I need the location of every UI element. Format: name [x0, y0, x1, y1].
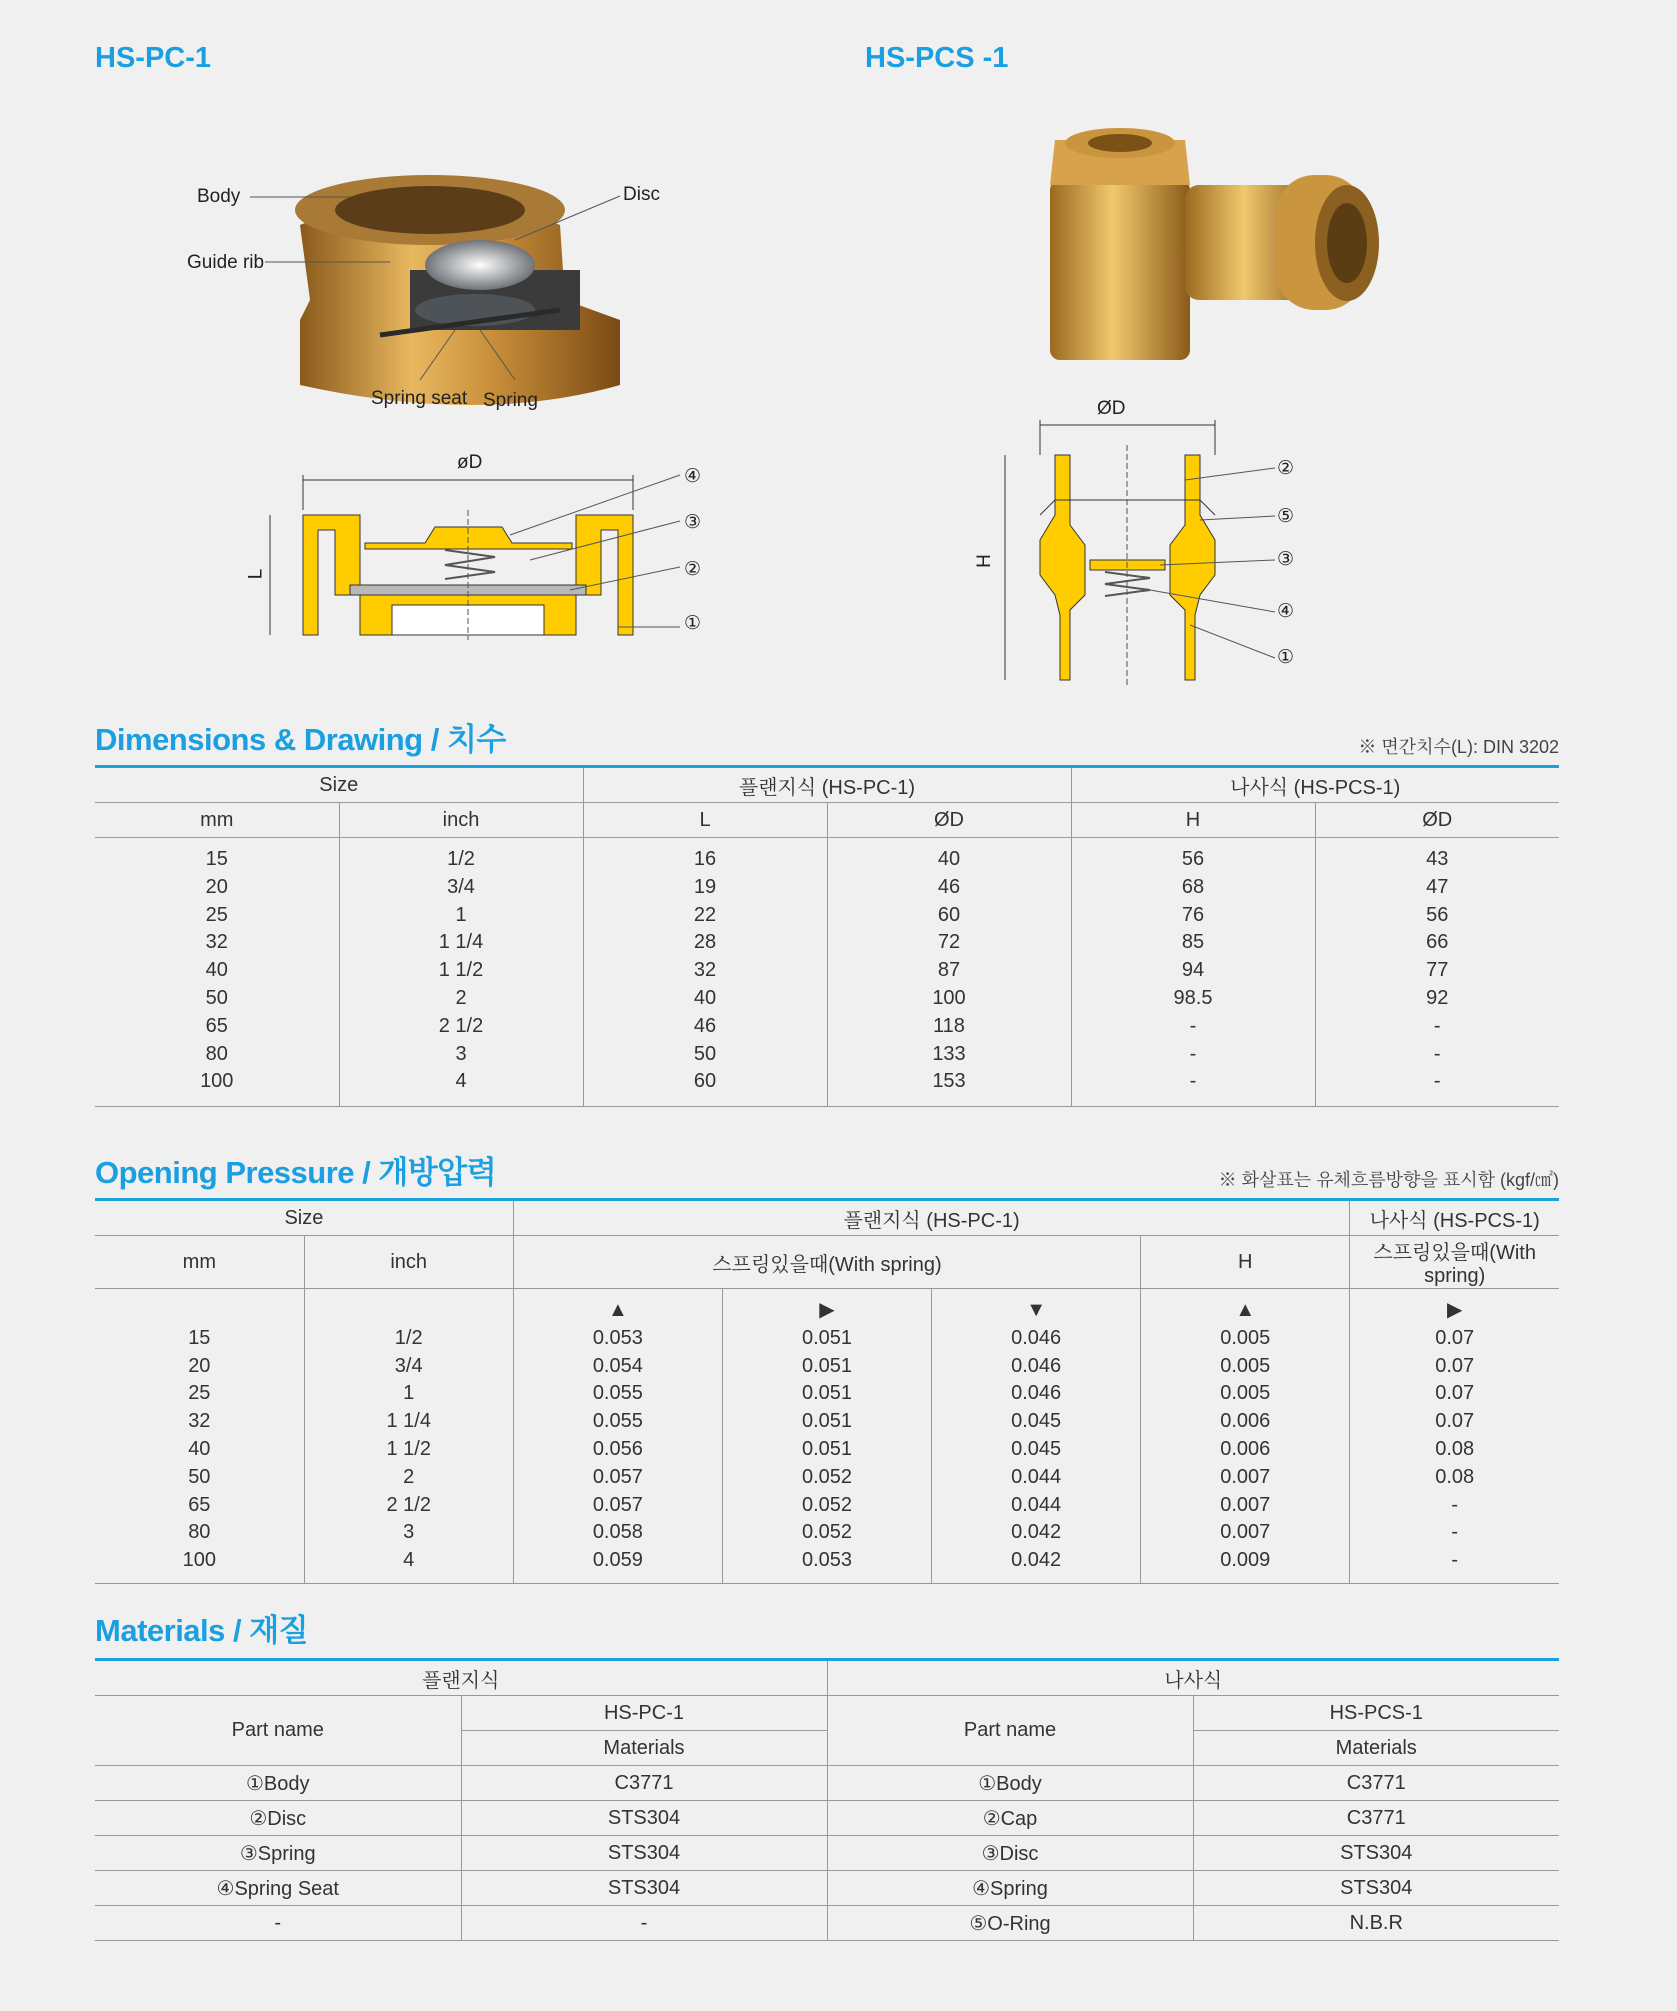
label-spring-seat: Spring seat [371, 388, 468, 409]
pc-section-drawing [240, 455, 720, 645]
dimensions-title: Dimensions & Drawing / 치수 [95, 722, 506, 757]
pcs-product-photo [1035, 125, 1405, 365]
pr-data-mm: 15 20 25 32 40 50 65 80 100 [182, 1326, 216, 1572]
mat-group-screw: 나사식 [827, 1660, 1559, 1696]
pc-length-label: L [245, 568, 267, 580]
pr-data-down: ▼ 0.046 0.046 0.046 0.045 0.045 0.044 0.044 0.042 0.042 [932, 1289, 1141, 1584]
pc-callout-3: ③ [684, 512, 702, 533]
pr-group-flange: 플랜지식 (HS-PC-1) [513, 1200, 1350, 1236]
dim-col-inch: inch [339, 803, 583, 838]
dim-col-od-screw: ØD [1315, 803, 1559, 838]
table-row: ③Spring STS304 ③Disc STS304 [95, 1836, 1559, 1871]
dim-data-l: 16 19 22 28 32 40 46 50 60 [583, 838, 827, 1107]
label-disc: Disc [623, 184, 660, 205]
mat-materials-right: Materials [1193, 1731, 1559, 1766]
mat-part-name-left: Part name [95, 1696, 461, 1766]
pr-data-screw: ▶ 0.07 0.07 0.07 0.07 0.08 0.08 - - - [1350, 1289, 1559, 1584]
pr-col-h: H [1141, 1236, 1350, 1289]
pr-col-inch: inch [304, 1236, 513, 1289]
dim-data-h: 56 68 76 85 94 98.5 - - - [1071, 838, 1315, 1107]
pc-callout-4: ④ [684, 466, 702, 487]
pcs-callout-3: ③ [1277, 549, 1295, 570]
pc-callout-2: ② [684, 559, 702, 580]
dim-data-inch: 1/2 3/4 1 1 1/4 1 1/2 2 2 1/2 3 4 [339, 838, 583, 1107]
mat-model-right: HS-PCS-1 [1193, 1696, 1559, 1731]
pcs-diameter-label: ØD [1097, 398, 1126, 419]
pr-data-up: ▲ 0.053 0.054 0.055 0.055 0.056 0.057 0.057 0.058 0.059 [513, 1289, 722, 1584]
dim-data-mm: 15 20 25 32 40 50 65 80 100 [200, 848, 234, 1093]
table-row: ①Body C3771 ①Body C3771 [95, 1766, 1559, 1801]
dim-group-screw: 나사식 (HS-PCS-1) [1071, 767, 1559, 803]
dim-group-flange: 플랜지식 (HS-PC-1) [583, 767, 1071, 803]
dim-group-size: Size [95, 767, 583, 803]
pr-data-inch: 1/2 3/4 1 1 1/4 1 1/2 2 2 1/2 3 4 [304, 1289, 513, 1584]
model-title-pc: HS-PC-1 [95, 42, 212, 74]
dim-col-h: H [1071, 803, 1315, 838]
pcs-callout-4: ④ [1277, 601, 1295, 622]
table-row: - - ⑤O-Ring N.B.R [95, 1906, 1559, 1941]
materials-title: Materials / 재질 [95, 1613, 309, 1648]
pressure-table [95, 1198, 1559, 1584]
model-title-pcs: HS-PCS -1 [865, 42, 1009, 74]
materials-table [95, 1658, 1559, 1941]
pr-col-mm: mm [95, 1236, 304, 1289]
pcs-callout-5: ⑤ [1277, 506, 1295, 527]
mat-materials-left: Materials [461, 1731, 827, 1766]
table-row: ④Spring Seat STS304 ④Spring STS304 [95, 1871, 1559, 1906]
pr-col-with-spring-flange: 스프링있을때(With spring) [513, 1236, 1140, 1289]
arrow-right-icon: ▶ [819, 1299, 835, 1321]
pr-col-with-spring-screw: 스프링있을때(With spring) [1350, 1236, 1559, 1289]
pr-group-size: Size [95, 1200, 513, 1236]
arrow-up-icon: ▲ [1235, 1299, 1256, 1321]
arrow-right-icon: ▶ [1446, 1299, 1463, 1321]
dim-col-l: L [583, 803, 827, 838]
arrow-up-icon: ▲ [607, 1299, 628, 1321]
mat-part-name-right: Part name [827, 1696, 1193, 1766]
pc-diameter-label: øD [457, 452, 483, 473]
dimensions-note: ※ 면간치수(L): DIN 3202 [1358, 737, 1559, 757]
dim-data-od-flange: 40 46 60 72 87 100 118 133 153 [827, 838, 1071, 1107]
mat-model-left: HS-PC-1 [461, 1696, 827, 1731]
label-spring: Spring [483, 390, 538, 411]
pressure-note: ※ 화살표는 유체흐름방향을 표시함 (kgf/㎠) [1218, 1170, 1559, 1190]
arrow-down-icon: ▼ [1026, 1299, 1047, 1321]
pressure-title: Opening Pressure / 개방압력 [95, 1155, 497, 1190]
label-body: Body [197, 186, 241, 207]
pr-group-screw: 나사식 (HS-PCS-1) [1350, 1200, 1559, 1236]
pcs-callout-1: ① [1277, 647, 1295, 668]
dim-col-od-flange: ØD [827, 803, 1071, 838]
pr-data-h: ▲ 0.005 0.005 0.005 0.006 0.006 0.007 0.007 0.007 0.009 [1141, 1289, 1350, 1584]
pr-data-right: ▶ 0.051 0.051 0.051 0.051 0.051 0.052 0.052 0.052 0.053 [722, 1289, 931, 1584]
mat-group-flange: 플랜지식 [95, 1660, 827, 1696]
pc-callout-1: ① [684, 613, 702, 634]
dim-col-mm: mm [95, 803, 339, 838]
dim-data-od-screw: 43 47 56 66 77 92 - - - [1315, 838, 1559, 1107]
dimensions-table [95, 765, 1559, 1107]
pcs-height-label: H [973, 554, 995, 568]
label-guide-rib: Guide rib [187, 252, 265, 273]
pc-leader-lines [0, 0, 760, 420]
pcs-callout-2: ② [1277, 458, 1295, 479]
table-row: ②Disc STS304 ②Cap C3771 [95, 1801, 1559, 1836]
